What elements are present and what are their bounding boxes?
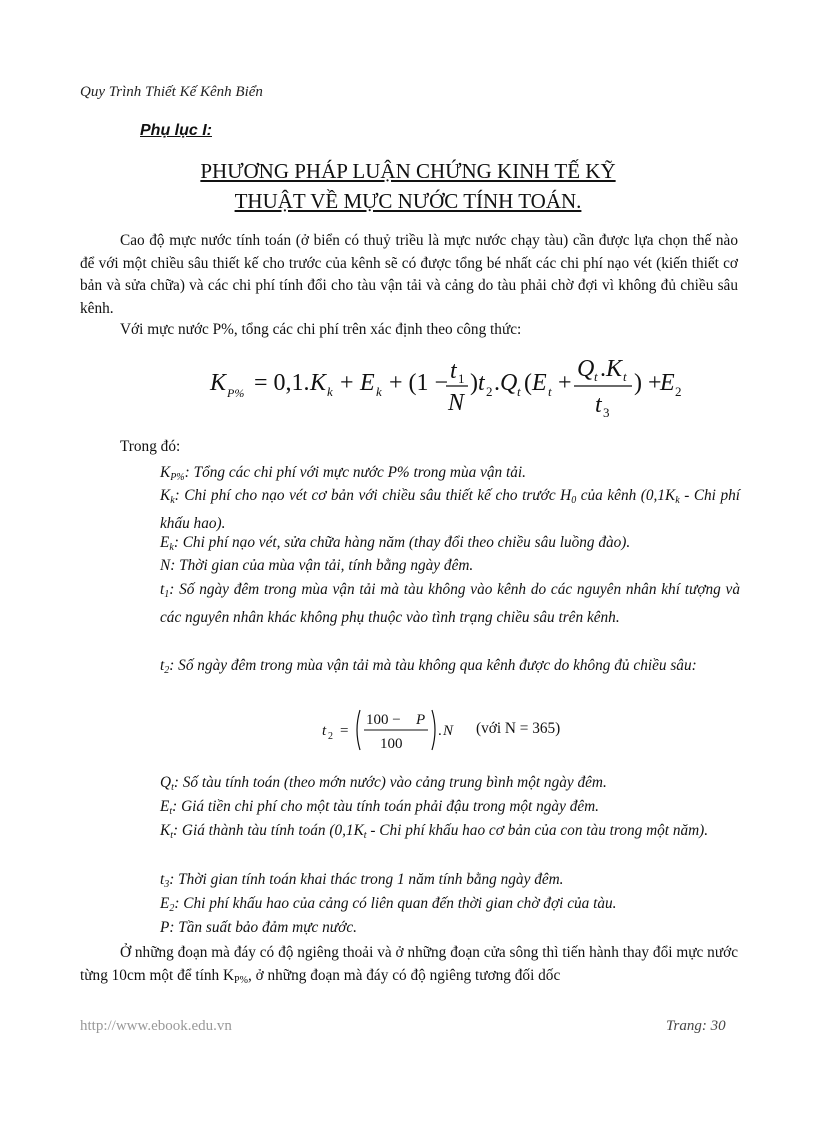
- svg-text:E: E: [360, 370, 375, 396]
- t2-formula-note: (với N = 365): [476, 720, 561, 737]
- svg-text:(: (: [524, 370, 532, 396]
- formula-intro: Với mực nước P%, tổng các chi phí trên xác định theo công thức:: [120, 321, 522, 338]
- svg-text:) +: ) +: [634, 370, 662, 396]
- intro-paragraph: Cao độ mực nước tính toán (ở biển có thuỷ triều là mực nước chạy tàu) cần được lựa chọn thế nào để với một chiều sâu thiết kế cho trước của kênh sẽ có được tổng bé nhất các chi phí nạo vét (kiến thiết cơ bản và sửa chữa) và các chi phí tính đổi cho tàu vận tải và cảng do tàu phải chờ đợi vì không đủ chiều sâu kênh.: [80, 232, 738, 317]
- svg-text:.: .: [494, 370, 500, 396]
- svg-text:K: K: [606, 356, 623, 382]
- svg-text:3: 3: [603, 405, 610, 420]
- running-header: Quy Trình Thiết Kế Kênh Biển: [80, 84, 263, 100]
- trong-do-label: Trong đó:: [120, 438, 181, 455]
- svg-text:t: t: [478, 370, 485, 396]
- svg-text:+ (1 −: + (1 −: [389, 370, 449, 396]
- svg-text:100 −: 100 −: [366, 712, 401, 728]
- svg-text:.: .: [600, 356, 606, 382]
- svg-text:1: 1: [458, 371, 465, 386]
- svg-text:t: t: [517, 384, 521, 399]
- footer-url[interactable]: http://www.ebook.edu.vn: [80, 1018, 232, 1034]
- svg-text:.: .: [438, 723, 442, 739]
- svg-text:t: t: [594, 369, 598, 384]
- svg-text:K: K: [210, 370, 227, 396]
- definition-et: $E_t$: Giá tiền chi phí cho một tàu tính toán phải đậu trong một ngày đêm.: [160, 798, 600, 817]
- svg-text:t: t: [595, 392, 602, 418]
- svg-text:2: 2: [486, 384, 493, 399]
- definition-p: P: Tần suất bảo đảm mực nước.: [160, 919, 357, 936]
- definition-kp: $K_{P\%}$: Tổng các chi phí với mực nước P% trong mùa vận tải.: [160, 464, 526, 483]
- svg-text:t: t: [623, 369, 627, 384]
- svg-text:E: E: [660, 370, 675, 396]
- svg-text:P: P: [416, 712, 426, 728]
- main-formula: [210, 350, 680, 420]
- definition-n: N: Thời gian của mùa vận tải, tính bằng ngày đêm.: [160, 557, 474, 574]
- svg-text:P%: P%: [227, 386, 245, 400]
- appendix-label: Phụ lục I:: [140, 122, 212, 139]
- definition-qt: $Q_t$: Số tàu tính toán (theo mớn nước) vào cảng trung bình một ngày đêm.: [160, 774, 607, 793]
- svg-text:Q: Q: [577, 356, 595, 382]
- page-title: [80, 156, 736, 216]
- definition-kk: $K_k$: Chi phí cho nạo vét cơ bản với chiều sâu thiết kế cho trước $H_0$ của kênh ($0,1K_k$ - Chi phí khấu hao).: [160, 487, 741, 533]
- svg-text:= 0,1.: = 0,1.: [254, 370, 310, 396]
- definition-t1: $t_1$: Số ngày đêm trong mùa vận tải mà tàu không vào kênh do các nguyên nhân khí tượng và các nguyên nhân khác không phụ thuộc vào tình trạng chiều sâu trên kênh.: [160, 581, 740, 627]
- svg-text:+: +: [558, 370, 572, 396]
- svg-text:): ): [470, 370, 478, 396]
- svg-text:t: t: [548, 384, 552, 399]
- title-line-1: PHƯƠNG PHÁP LUẬN CHỨNG KINH TẾ KỸ: [200, 159, 616, 183]
- svg-text:+: +: [340, 370, 354, 396]
- svg-text:t: t: [450, 358, 457, 384]
- svg-text:N: N: [443, 723, 454, 739]
- svg-text:100: 100: [380, 736, 403, 752]
- svg-text:Q: Q: [500, 370, 518, 396]
- definition-e2: $E_2$: Chi phí khấu hao của cảng có liên quan đến thời gian chờ đợi của tàu.: [160, 895, 617, 914]
- title-line-2: THUẬT VỀ MỰC NƯỚC TÍNH TOÁN.: [234, 189, 582, 213]
- definition-t2: $t_2$: Số ngày đêm trong mùa vận tải mà tàu không qua kênh được do không đủ chiều sâu:: [160, 657, 697, 676]
- svg-text:k: k: [376, 384, 382, 399]
- t2-formula-graphic: [320, 704, 470, 756]
- svg-text:t: t: [322, 723, 327, 739]
- closing-paragraph: Ở những đoạn mà đáy có độ ngiêng thoải và ở những đoạn cửa sông thì tiến hành thay đổi mực nước từng 10cm một để tính $K_{P\%}$, ở những đoạn mà đáy có độ ngiêng tương đối dốc: [80, 944, 738, 986]
- svg-text:k: k: [327, 384, 333, 399]
- svg-text:N: N: [448, 390, 465, 416]
- definition-ek: $E_k$: Chi phí nạo vét, sửa chữa hàng năm (thay đổi theo chiều sâu luồng đào).: [160, 534, 631, 553]
- definition-t3: $t_3$: Thời gian tính toán khai thác trong 1 năm tính bằng ngày đêm.: [160, 871, 564, 890]
- svg-text:2: 2: [675, 384, 682, 399]
- page-number: Trang: 30: [666, 1018, 726, 1034]
- svg-text:E: E: [532, 370, 547, 396]
- t2-formula: [320, 704, 580, 756]
- svg-text:2: 2: [328, 731, 333, 742]
- definition-kt: $K_t$: Giá thành tàu tính toán ($0,1K_t$ - Chi phí khấu hao cơ bản của con tàu trong một năm).: [160, 822, 709, 841]
- svg-text:K: K: [310, 370, 327, 396]
- svg-text:=: =: [340, 723, 349, 739]
